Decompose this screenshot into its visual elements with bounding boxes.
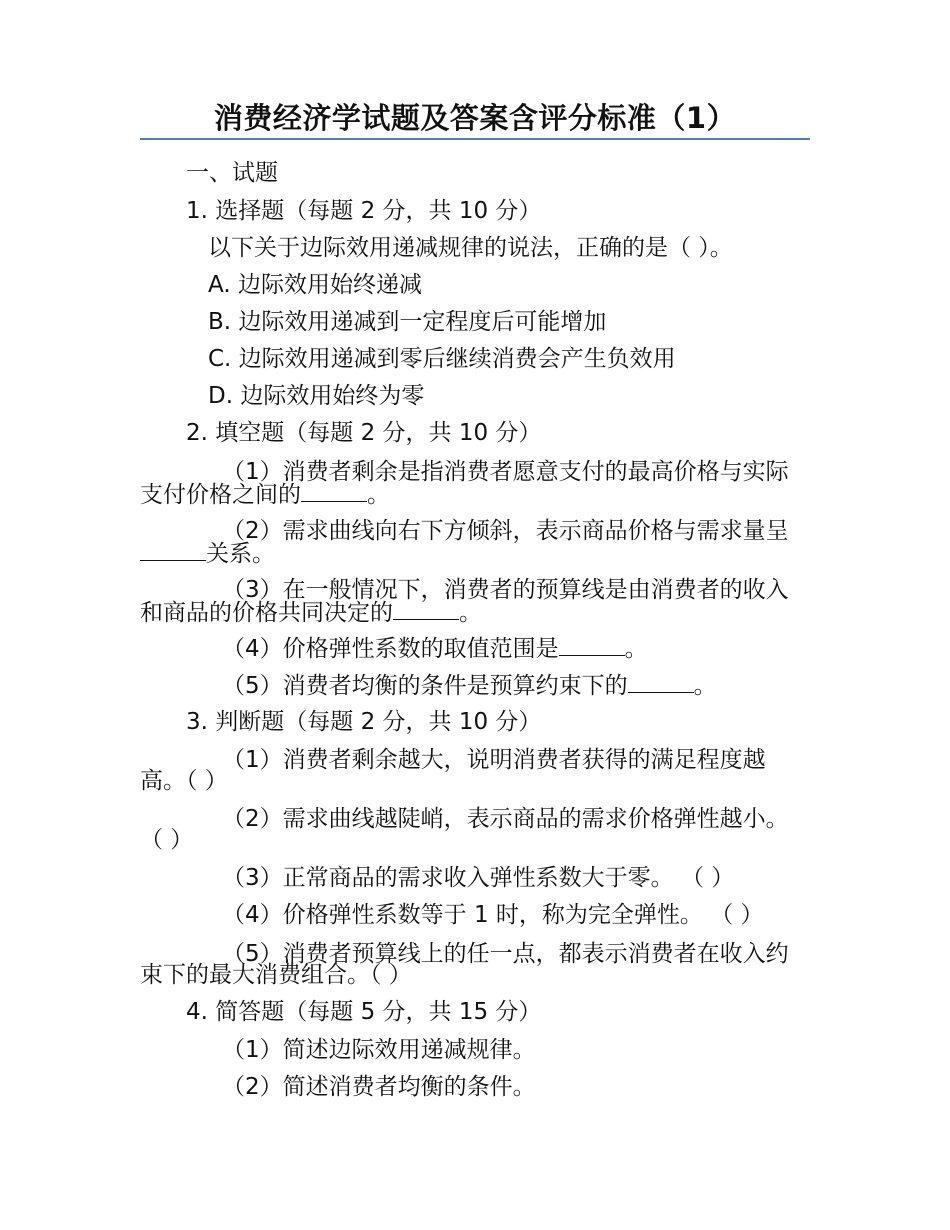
q2-item-4-end: 。 bbox=[624, 636, 648, 662]
q2-item-2-end: 关系。 bbox=[206, 541, 275, 567]
q2-item-3-end: 。 bbox=[459, 600, 482, 626]
q2-heading: 2. 填空题（每题 2 分，共 10 分） bbox=[186, 420, 542, 446]
q3-item-5: （5）消费者预算线上的任一点，都表示消费者在收入约束下的最大消费组合。（ ） bbox=[140, 941, 789, 988]
q4-item-1: （1）简述边际效用递减规律。 bbox=[222, 1037, 536, 1063]
fill-blank bbox=[393, 601, 459, 620]
q1-stem: 以下关于边际效用递减规律的说法，正确的是（ ）。 bbox=[208, 235, 733, 261]
q1-option-d: D. 边际效用始终为零 bbox=[208, 383, 425, 409]
q1-option-b: B. 边际效用递减到一定程度后可能增加 bbox=[208, 309, 607, 335]
q2-item-1-text: （1）消费者剩余是指消费者愿意支付的最高价格与实际支付价格之间的 bbox=[140, 459, 789, 508]
q2-item-1-end: 。 bbox=[367, 482, 390, 508]
q4-heading: 4. 简答题（每题 5 分，共 15 分） bbox=[186, 999, 542, 1025]
q4-item-2: （2）简述消费者均衡的条件。 bbox=[222, 1074, 536, 1100]
q2-item-3 bbox=[140, 577, 800, 626]
q2-item-2 bbox=[140, 518, 800, 567]
q3-item-3: （3）正常商品的需求收入弹性系数大于零。 （ ） bbox=[222, 865, 735, 891]
fill-blank bbox=[628, 674, 694, 693]
q2-item-3-text: （3）在一般情况下，消费者的预算线是由消费者的收入和商品的价格共同决定的 bbox=[140, 577, 789, 626]
q2-item-4 bbox=[222, 634, 648, 664]
q1-option-a: A. 边际效用始终递减 bbox=[208, 272, 422, 298]
document-title: 消费经济学试题及答案含评分标准（1） bbox=[213, 101, 737, 135]
q2-item-5 bbox=[222, 671, 717, 701]
q2-item-1 bbox=[140, 459, 800, 508]
q1-heading: 1. 选择题（每题 2 分，共 10 分） bbox=[186, 198, 542, 224]
fill-blank bbox=[559, 637, 625, 656]
q3-item-4: （4）价格弹性系数等于 1 时，称为完全弹性。 （ ） bbox=[222, 902, 764, 928]
q2-item-5-text: （5）消费者均衡的条件是预算约束下的 bbox=[222, 673, 628, 699]
q2-item-2-text: （2）需求曲线向右下方倾斜，表示商品价格与需求量呈 bbox=[222, 518, 789, 544]
q3-heading: 3. 判断题（每题 2 分，共 10 分） bbox=[186, 709, 542, 735]
q1-option-c: C. 边际效用递减到零后继续消费会产生负效用 bbox=[208, 346, 676, 372]
title-underline bbox=[140, 138, 810, 140]
q2-item-4-text: （4）价格弹性系数的取值范围是 bbox=[222, 636, 559, 662]
q3-item-1: （1）消费者剩余越大，说明消费者获得的满足程度越高。（ ） bbox=[140, 747, 766, 794]
fill-blank bbox=[301, 483, 367, 502]
section-heading: 一、试题 bbox=[186, 160, 278, 186]
q3-item-2: （2）需求曲线越陡峭，表示商品的需求价格弹性越小。（ ） bbox=[140, 806, 789, 853]
fill-blank bbox=[140, 542, 206, 561]
q2-item-5-end: 。 bbox=[693, 673, 717, 699]
